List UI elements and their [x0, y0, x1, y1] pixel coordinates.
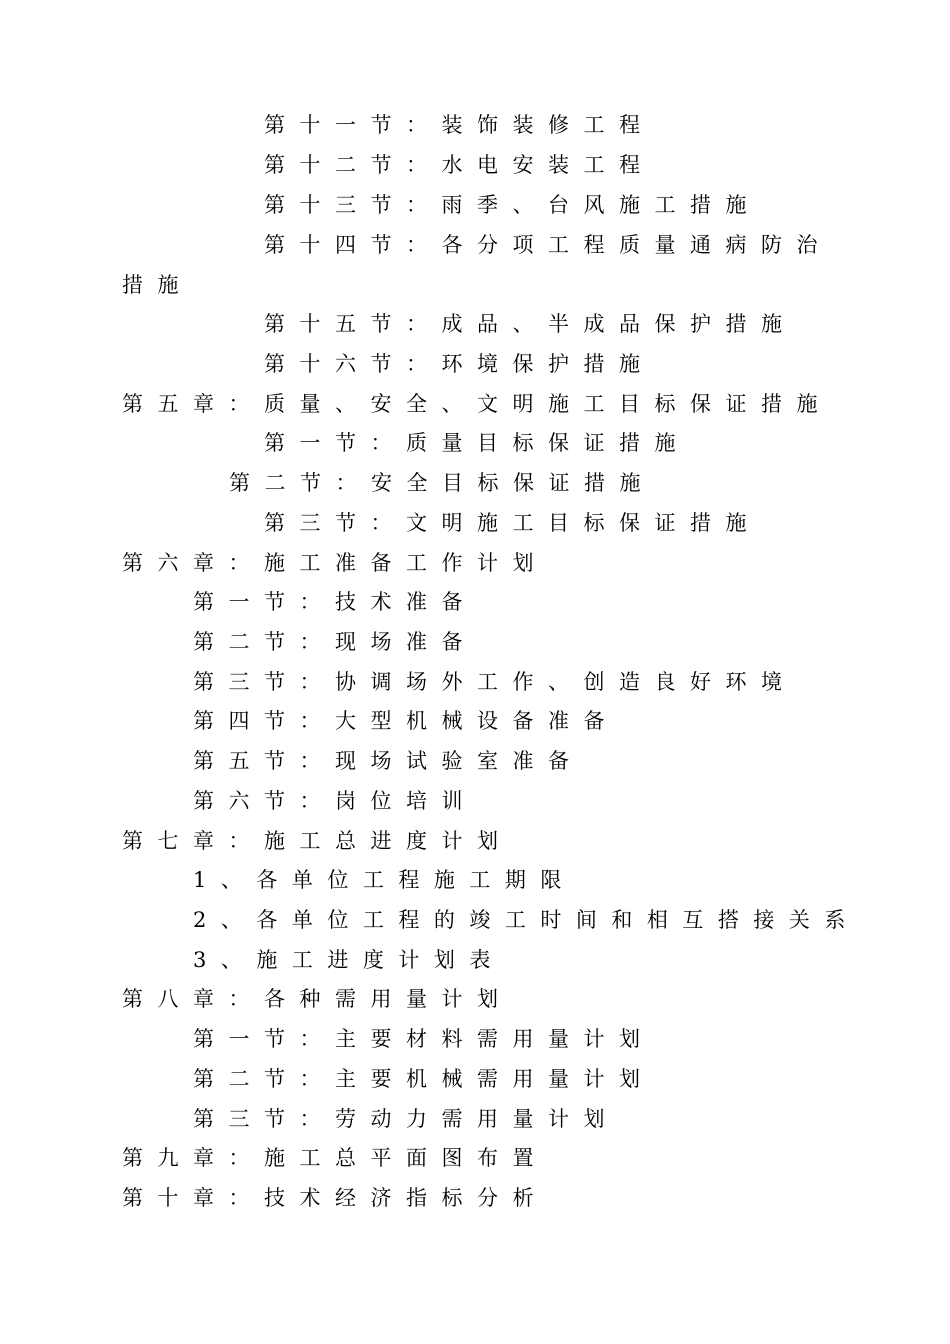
toc-section-14: 第十四节：各分项工程质量通病防治	[264, 233, 832, 257]
toc-ch6-section-2: 第二节：现场准备	[193, 630, 477, 654]
toc-section-12: 第十二节：水电安装工程	[264, 153, 655, 177]
toc-ch6-section-3: 第三节：协调场外工作、创造良好环境	[193, 670, 797, 694]
toc-section-15: 第十五节：成品、半成品保护措施	[264, 312, 797, 336]
toc-chapter-5: 第五章：质量、安全、文明施工目标保证措施	[122, 392, 832, 416]
toc-chapter-7: 第七章：施工总进度计划	[122, 829, 513, 853]
toc-section-16: 第十六节：环境保护措施	[264, 352, 655, 376]
toc-ch7-item-2: 2、各单位工程的竣工时间和相互搭接关系	[193, 908, 860, 932]
toc-ch8-section-3: 第三节：劳动力需用量计划	[193, 1107, 619, 1131]
toc-chapter-6: 第六章：施工准备工作计划	[122, 551, 548, 575]
toc-ch7-item-1: 1、各单位工程施工期限	[193, 868, 576, 892]
toc-ch7-item-3: 3、施工进度计划表	[193, 948, 505, 972]
toc-ch6-section-6: 第六节：岗位培训	[193, 789, 477, 813]
toc-ch5-section-2: 第二节：安全目标保证措施	[229, 471, 655, 495]
toc-section-13: 第十三节：雨季、台风施工措施	[264, 193, 761, 217]
toc-ch6-section-5: 第五节：现场试验室准备	[193, 749, 584, 773]
toc-ch6-section-4: 第四节：大型机械设备准备	[193, 709, 619, 733]
toc-ch5-section-1: 第一节：质量目标保证措施	[264, 431, 690, 455]
toc-ch8-section-2: 第二节：主要机械需用量计划	[193, 1067, 655, 1091]
toc-ch8-section-1: 第一节：主要材料需用量计划	[193, 1027, 655, 1051]
toc-ch5-section-3: 第三节：文明施工目标保证措施	[264, 511, 761, 535]
toc-ch6-section-1: 第一节：技术准备	[193, 590, 477, 614]
toc-chapter-10: 第十章：技术经济指标分析	[122, 1186, 548, 1210]
toc-chapter-9: 第九章：施工总平面图布置	[122, 1146, 548, 1170]
toc-section-14-wrap: 措施	[122, 273, 193, 297]
toc-section-11: 第十一节：装饰装修工程	[264, 113, 655, 137]
toc-chapter-8: 第八章：各种需用量计划	[122, 987, 513, 1011]
